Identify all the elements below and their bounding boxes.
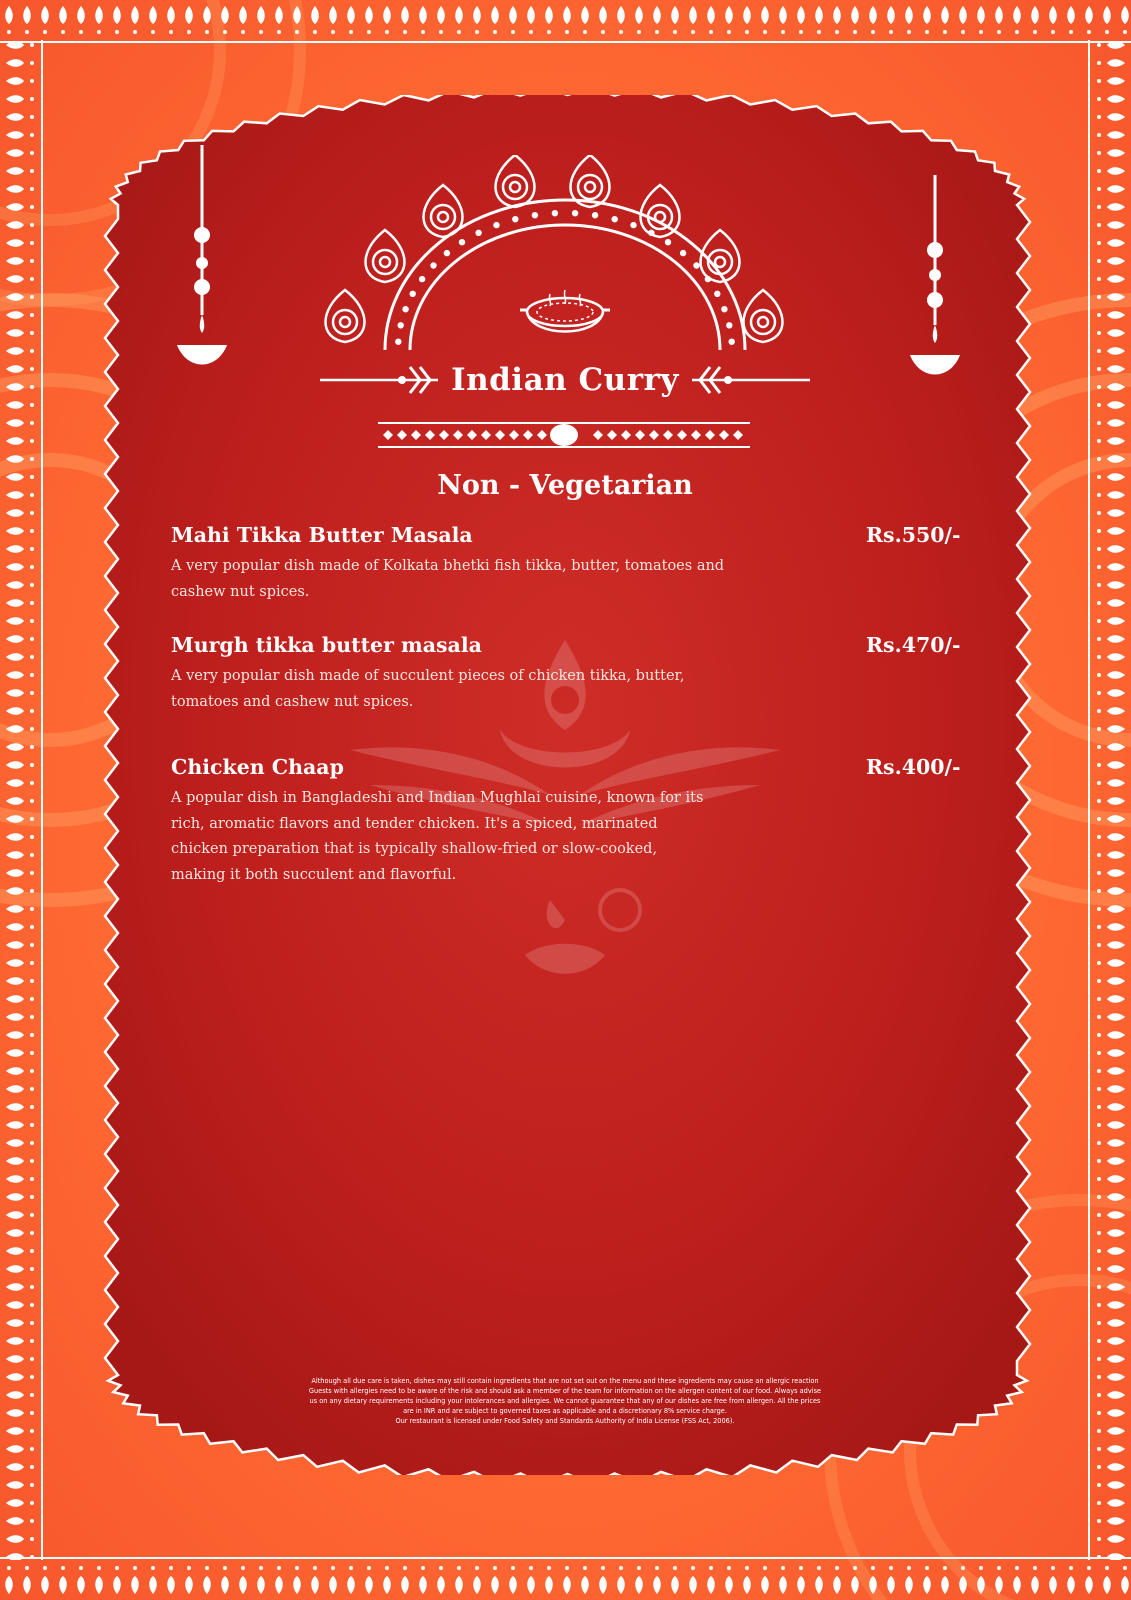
diya-lamp-icon — [905, 145, 965, 395]
ornament-divider — [378, 420, 750, 450]
dish-name: Chicken Chaap — [171, 755, 344, 779]
border-pattern-left — [0, 0, 56, 1600]
menu-title-row — [320, 355, 810, 405]
border-pattern-bottom — [0, 1544, 1131, 1600]
dish-description: A very popular dish made of Kolkata bhetki fish tikka, butter, tomatoes and cashew nut spices. — [171, 558, 725, 600]
disclaimer-line: Our restaurant is licensed under Food Safety and Standards Authority of India License (FSS Act, 2006). — [395, 1417, 735, 1425]
dish-name: Murgh tikka butter masala — [171, 633, 482, 657]
disclaimer-line: are in INR and are subject to governed taxes as applicable and a discretionary 8% service charge. — [403, 1407, 727, 1415]
allergen-disclaimer — [275, 1376, 855, 1426]
dish-name: Mahi Tikka Butter Masala — [171, 523, 473, 547]
diya-lamp-icon — [172, 145, 232, 395]
disclaimer-line: Guests with allergies need to be aware of the risk and should ask a member of the team for information on the allergen content of our food. Always advise — [308, 1387, 822, 1395]
section-heading: Non - Vegetarian — [437, 470, 693, 501]
dish-description: A very popular dish made of succulent pieces of chicken tikka, butter, tomatoes and cashew nut spices. — [171, 668, 685, 710]
border-pattern-right — [1075, 0, 1131, 1600]
curry-bowl-icon — [520, 288, 610, 348]
border-pattern-top — [0, 0, 1131, 56]
disclaimer-line: us on any dietary requirements including your intolerances and allergies. We cannot guarantee that any of our dishes are free from allergen. All the prices — [309, 1397, 821, 1405]
dish-description: A popular dish in Bangladeshi and Indian Mughlai cuisine, known for its rich, aromatic flavors and tender chicken. It's a spiced, marinated chicken preparation that is typically shallow-fried or slow-cooked, making it both succulent and flavorful. — [171, 790, 704, 883]
arrow-ornament-icon — [680, 355, 810, 405]
dish-price: Rs.400/- — [866, 755, 961, 779]
disclaimer-line: Although all due care is taken, dishes may still contain ingredients that are not set out on the menu and these ingredients may cause an allergic reaction — [311, 1377, 819, 1385]
dish-price: Rs.550/- — [866, 523, 961, 547]
page-title: Indian Curry — [451, 362, 679, 398]
dish-price: Rs.470/- — [866, 633, 961, 657]
